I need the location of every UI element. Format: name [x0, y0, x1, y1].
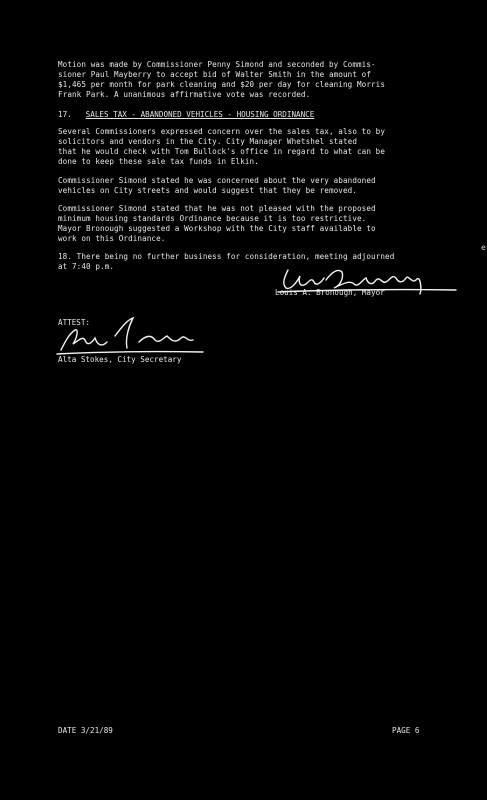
paragraph-adjournment: 18. There being no further business for consideration, meeting adjourned at 7:40 p.m.: [58, 252, 395, 271]
attest-label: ATTEST:: [58, 318, 91, 327]
item-title: SALES TAX - ABANDONED VEHICLES - HOUSING ORDINANCE: [85, 110, 315, 119]
edge-mark: e: [481, 243, 486, 252]
item-number: 17.: [58, 110, 72, 119]
item-heading: [58, 110, 314, 120]
paragraph-sales-tax: Several Commissioners expressed concern over the sales tax, also to by solicitors and vendors in the City. City Manager Whetshel stated that he would check with Tom Bullock's office in regard to what can be done to keep these sale tax funds in Elkin.: [58, 127, 386, 166]
paragraph-housing-ordinance: Commissioner Simond stated that he was not pleased with the proposed minimum housing standards Ordinance because it is too restrictive. Mayor Bronough suggested a Workshop with the City staff available to work on this Ordinance.: [58, 204, 376, 243]
footer-page-number: PAGE 6: [392, 726, 420, 735]
mayor-name-title: Louis A. Bronough, Mayor: [275, 288, 385, 297]
secretary-name-title: Alta Stokes, City Secretary: [58, 355, 182, 364]
paragraph-bid-motion: Motion was made by Commissioner Penny Simond and seconded by Commis- sioner Paul Mayberry to accept bid of Walter Smith in the amount of $1,465 per month for park cleaning and $20 per day for cleaning Morris Frank Park. A unanimous affirmative vote was recorded.: [58, 60, 386, 99]
paragraph-abandoned-vehicles: Commissioner Simond stated he was concerned about the very abandoned vehicles on City streets and would suggest that they be removed.: [58, 176, 376, 195]
secretary-signature: [55, 314, 205, 358]
footer-date: DATE 3/21/89: [58, 726, 113, 735]
